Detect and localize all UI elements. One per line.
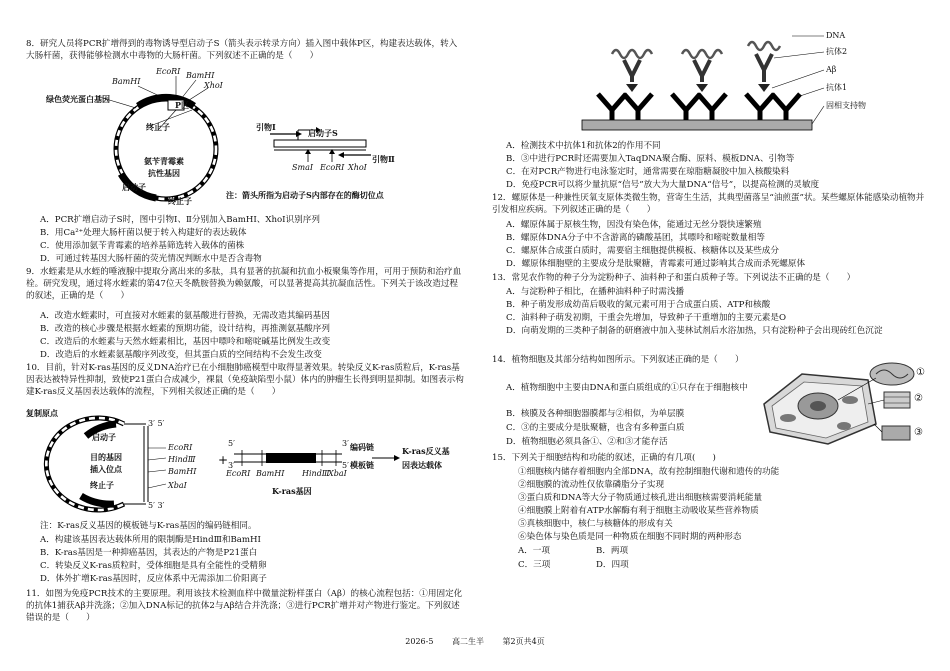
q14-option-b: B．核膜及各种细胞器膜都与②相似，为单层膜 [506,409,685,419]
q10-option-b: B．K-ras基因是一种抑癌基因，其表达的产物是P21蛋白 [40,548,258,558]
footer-page: 第2页共4页 [502,637,545,646]
q11-immuno-pcr-diagram [552,24,912,134]
label-bamhi-top: BamHⅠ [186,71,215,80]
label-template-strand: 模板链 [350,460,374,470]
q11-option-d: D．免疫PCR可以将少量抗原“信号”放大为大量DNA“信号”，以提高检测的灵敏度 [506,180,820,190]
footer-grade: 高二生半 [451,637,484,646]
q12-option-a: A．螺原体属于原核生物，因没有染色体，能通过无丝分裂快速繁殖 [506,220,762,230]
q13-option-a: A．与淀粉种子相比，在播种油料种子时需浅播 [506,287,685,297]
label-ecori-k: EcoRⅠ [226,469,251,478]
kras-gene-bar [266,453,316,463]
q10-stem: 10．目前，针对K-ras基因的反义DNA治疗已在小细胞肺癌模型中取得显著效果。转染反义K-ras质粒后，K-ras基因表达被特异性抑制，致使P21蛋白合成减少，裸鼠（免疫缺陷型小鼠）体内的肿瘤生长得到明显抑制。如图表示构建K-ras反义基因表达载体的流程，下列相关叙述正确的是（ ） [26,363,464,398]
label-xbai-v: XbaⅠ [168,481,187,490]
q9-option-a: A．改造水蛭素时，可直接对水蛭素的氨基酸进行替换，无需改造其编码基因 [40,311,330,321]
q13-option-b: B．种子萌发形成幼苗后吸收的氮元素可用于合成蛋白质、ATP和核酸 [506,300,771,310]
q11-figure [552,24,912,134]
q9-option-c: C．改造后的水蛭素与天然水蛭素相比，基因中嘌呤和嘧啶碱基比例发生改变 [40,337,331,347]
label-bamhi: BamHⅠ [112,77,141,86]
q15-item-2: ②细胞膜的流动性仅依靠磷脂分子实现 [518,480,665,490]
q12-option-c: C．螺原体合成蛋白质时，需要宿主细胞提供模板、核糖体以及某些成分 [506,246,779,256]
q15-item-1: ①细胞核内储存着细胞内全部DNA，故有控制细胞代谢和遗传的功能 [518,467,780,477]
q10-option-a: A．构建该基因表达载体所用的限制酶是HindⅢ和BamHⅠ [40,535,261,545]
antibody2-b [694,60,710,82]
label-primer-1: 引物Ⅰ [256,122,276,132]
q15-option-b: B．两项 [596,546,629,556]
q14-option-d: D．植物细胞必须具备①、②和③才能存活 [506,437,668,447]
label-kras-terminator: 终止子 [90,480,114,490]
q15-option-c: C．三项 [518,560,551,570]
label-coding-strand: 编码链 [350,442,374,452]
q14-plant-cell-diagram [758,360,930,450]
q11-option-c: C．在对PCR产物进行电泳鉴定时，通常需要在琼脂糖凝胶中加入核酸染料 [506,167,790,177]
q11-option-b: B．③中进行PCR时还需要加入TaqDNA聚合酶、原料、模板DNA、引物等 [506,154,795,164]
label-kras-promoter: 启动子 [92,432,116,442]
q11-option-a: A．检测技术中抗体1和抗体2的作用不同 [506,141,661,151]
q15-stem: 15．下列关于细胞结构和功能的叙述，正确的有几项( ) [492,453,716,463]
label-circle-3: ③ [914,427,923,438]
label-kras-gene: K-ras基因 [272,486,312,496]
label-circle-1: ① [916,367,925,378]
q9-stem: 9．水蛭素是从水蛭的唾液腺中提取分离出来的多肽，具有显著的抗凝和抗血小板聚集等作用，可用于预防和治疗血栓。研究发现，通过将水蛭素的第47位天冬酰胺替换为赖氨酸，可以显著提高其抗凝血活性。下列关于该改造过程的叙述，正确的是（ ） [26,267,462,302]
promoter-s-bar [274,140,366,147]
label-xbai-k: XbaⅠ [328,469,347,478]
q8-figure [26,64,464,214]
q13-option-c: C．油料种子萌发初期，干重会先增加，导致种子干重增加的主要元素是O [506,313,787,323]
q10-note: 注：K-ras反义基因的模板链与K-ras基因的编码链相同。 [40,521,257,531]
q15-item-3: ③蛋白质和DNA等大分子物质通过核孔进出细胞核需要消耗能量 [518,493,763,503]
label-p-region: P区 [175,100,190,110]
label-origin: 复制原点 [26,408,58,418]
label-amp-2: 抗性基因 [148,168,180,178]
antibody2-a [624,60,640,82]
label-terminator-1: 终止子 [146,122,170,132]
label-circle-2: ② [914,393,923,404]
q12-stem: 12．螺原体是一种兼性厌氧支原体类微生物，营寄生生活，其典型菌落呈“油煎蛋”状。某些螺原体能感染动植物并引发相应疾病。下列叙述正确的是（ ） [492,193,925,216]
label-target-gene-1: 目的基因 [90,452,122,462]
label-solid-support: 固相支持物 [826,101,866,110]
label-terminator-2: 终止子 [168,196,192,206]
dna-coil-1 [612,50,652,58]
abeta-b [696,84,708,92]
q15-option-d: D．四项 [596,560,629,570]
q15-item-4: ④细胞膜上附着有ATP水解酶有利于细胞主动吸收某些营养物质 [518,506,759,516]
label-target-gene-2: 插入位点 [90,464,122,474]
label-xhoi: XhoⅠ [204,81,223,90]
label-hindiii-v: HindⅢ [168,455,196,464]
q14-stem: 14．植物细胞及其部分结构如图所示。下列叙述正确的是（ ） [492,355,744,365]
label-5p3p: 5′ 3′ [148,501,165,510]
q11-stem: 11．如图为免疫PCR技术的主要原理。利用该技术检测血样中微量淀粉样蛋白（Aβ）的核心流程包括：①用固定化的抗体1捕获Aβ并洗涤；②加入DNA标记的抗体2与Aβ结合并洗涤；③进行PCR扩增并对产物进行鉴定。下列叙述错误的是（ ） [26,589,463,624]
label-5p-right: 5′ [342,461,349,470]
label-primer-2: 引物Ⅱ [372,154,395,164]
q14-option-c: C．③的主要成分是肽聚糖，也含有多种蛋白质 [506,423,685,433]
label-hindiii-k: HindⅢ [302,469,330,478]
structure-2 [884,392,910,408]
q12-option-d: D．螺原体细胞壁的主要成分是肽聚糖，青霉素可通过影响其合成而杀死螺原体 [506,259,806,269]
label-3p-top: 3′ [342,439,349,448]
q8-option-a: A．PCR扩增启动子S时，图中引物Ⅰ、Ⅱ分别加入BamHⅠ、XhoⅠ识别序列 [40,215,320,225]
q10-option-c: C．转染反义K-ras质粒时，受体细胞是具有全能性的受精卵 [40,561,267,571]
q14-figure [758,360,930,450]
q8-stem: 8．研究人员将PCR扩增得到的毒物诱导型启动子S（箭头表示转录方向）插入图中载体P区，构建表达载体，转入大肠杆菌，获得能够检测水中毒物的大肠杆菌。下列叙述不正确的是（ ） [26,39,458,62]
antibody1-a [598,94,626,120]
label-promoter-s: 启动子S [308,128,338,138]
q8-option-c: C．使用添加氨苄青霉素的培养基筛选转入载体的菌株 [40,241,245,251]
page-footer [0,636,950,647]
abeta-c [758,84,770,92]
label-promoter: 启动子 [122,182,146,192]
dna-coil-2 [682,50,722,58]
label-antibody1: 抗体1 [826,83,848,92]
q15-item-5: ⑤真核细胞中，核仁与核糖体的形成有关 [518,519,673,529]
label-ecori-2: EcoRⅠ [320,163,345,172]
label-amp-1: 氨苄青霉素 [144,156,184,166]
dna-coil-3 [748,42,780,50]
label-smai: SmaⅠ [292,163,313,172]
label-abeta: Aβ [826,65,837,74]
structure-3 [882,426,910,440]
label-ecori: EcoRⅠ [156,67,181,76]
label-dna: DNA [826,31,846,40]
label-gfp: 绿色荧光蛋白基因 [46,94,110,104]
q12-option-b: B．螺原体DNA分子中不含游离的磷酸基团，其嘌呤和嘧啶数量相等 [506,233,765,243]
q15-item-6: ⑥染色体与染色质是同一种物质在细胞不同时期的两种形态 [518,532,742,542]
q8-figure-note: 注：箭头所指为启动子S内部存在的酶切位点 [226,190,384,200]
q14-option-a: A．植物细胞中主要由DNA和蛋白质组成的①只存在于细胞核中 [506,383,748,393]
label-bamhi-k: BamHⅠ [256,469,285,478]
label-ecori-v: EcoRⅠ [168,443,193,452]
label-xhoi-2: XhoⅠ [348,163,367,172]
solid-support [582,120,812,130]
q10-figure [26,404,464,518]
label-result-2: 因表达载体 [402,460,442,470]
q9-option-b: B．改造的核心步骤是根据水蛭素的预期功能，设计结构，再推测氨基酸序列 [40,324,330,334]
footer-date: 2026-5 [405,637,434,646]
q15-option-a: A．一项 [518,546,550,556]
q8-option-b: B．用Ca²⁺处理大肠杆菌以便于转入构建好的表达载体 [40,228,247,238]
label-antibody2: 抗体2 [826,47,848,56]
q13-option-d: D．向萌发期的三类种子制备的研磨液中加入斐林试剂后水浴加热，只有淀粉种子会出现砖红色沉淀 [506,326,883,336]
label-5p-top: 5′ [228,439,235,448]
label-3p-bottom: 3′ [228,461,235,470]
q10-option-d: D．体外扩增K-ras基因时，反应体系中无需添加二价阳离子 [40,574,267,584]
q9-option-d: D．改造后的水蛭素氨基酸序列改变，但其蛋白质的空间结构不会发生改变 [40,350,322,360]
q8-option-d: D．可通过转基因大肠杆菌的荧光情况判断水中是否含毒物 [40,254,262,264]
svg-text:+: + [218,453,229,467]
label-bamhi-v: BamHⅠ [168,467,197,476]
label-3p5p: 3′ 5′ [148,419,165,428]
antibody2-c [756,54,772,82]
abeta-a [626,84,638,92]
label-result-1: K-ras反义基 [402,446,450,456]
q13-stem: 13．常见农作物的种子分为淀粉种子、油料种子和蛋白质种子等。下列说法不正确的是（ ） [492,273,856,283]
